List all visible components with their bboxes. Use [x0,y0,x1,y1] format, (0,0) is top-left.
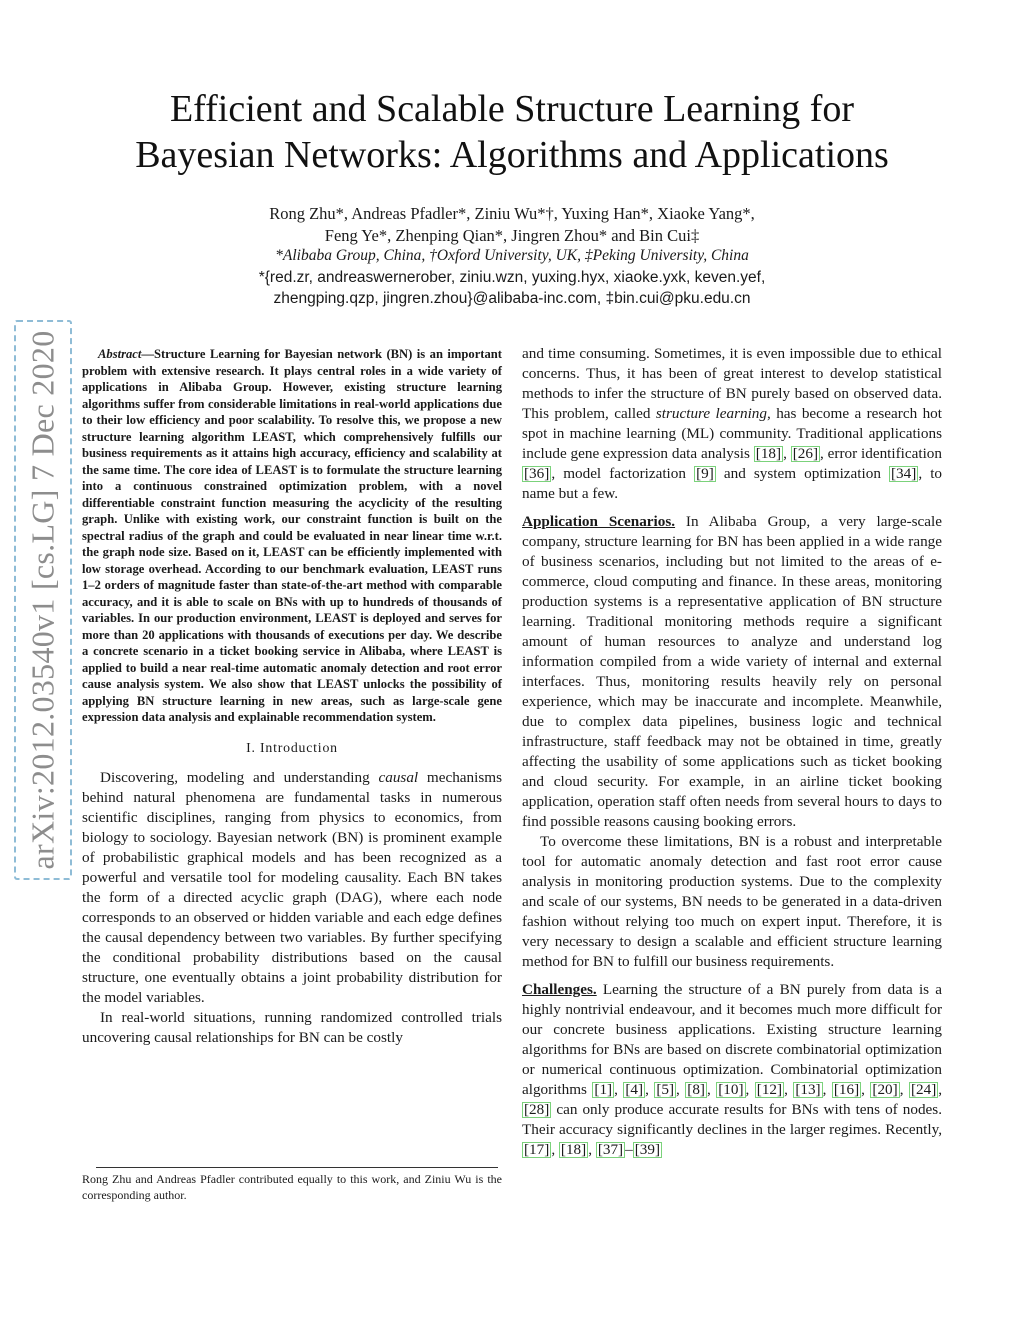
citation-link[interactable]: [4] [625,1081,644,1098]
right-p1-text-c: , error identification [820,445,942,462]
right-p4-text-b: can only produce accurate results for BNs with tens of nodes. Their accuracy significantly declines in the larger regimes. Recently, [522,1101,942,1138]
citation-separator: , [784,1081,794,1098]
runin-heading-challenges: Challenges. [522,981,597,998]
citation-link[interactable]: [34] [891,465,917,482]
citation-link[interactable]: [26] [792,445,819,462]
right-paragraph-4 [522,980,942,1160]
citation-separator: , [938,1081,943,1098]
right-paragraph-2 [522,512,942,832]
citation-link[interactable]: [39] [634,1141,661,1158]
right-p1-text-f: , to name but a few. [522,465,943,502]
citation-separator: , [551,1141,559,1158]
citation-separator: , [861,1081,871,1098]
intro-paragraph-1 [82,768,502,1008]
citation-link[interactable]: [24] [910,1081,937,1098]
abstract [82,346,502,726]
right-p4-text-a: Learning the structure of a BN purely from data is a highly nontrivial endeavour, and it becomes much more difficult for our concrete business applications. Existing structure learning algorithms for BNs are based on discrete combinatorial optimization or numerical continuous optimization. Combinatorial optimization algorithms [522,981,942,1098]
authors-line-1: Rong Zhu*, Andreas Pfadler*, Ziniu Wu*†, Yuxing Han*, Xiaoke Yang*, [269,204,755,223]
citation-link[interactable]: [9] [696,465,714,482]
citation-link[interactable]: [37] [597,1141,624,1158]
affiliations: *Alibaba Group, China, †Oxford University, UK, ‡Peking University, China [275,247,749,264]
paper-title-line-2: Bayesian Networks: Algorithms and Applications [135,134,889,176]
abstract-label: Abstract [98,347,142,361]
right-p1-text-a: and time consuming. Sometimes, it is even impossible due to ethical concerns. Thus, it has been of great interest to develop statistical methods to infer the structure of BN purely based on observed data. This problem, called [522,345,942,422]
emails-line-1: *{red.zr, andreaswernerober, ziniu.wzn, yuxing.hyx, xiaoke.yxk, keven.yef, [258,269,766,286]
citation-link[interactable]: [16] [833,1081,860,1098]
citation-link[interactable]: [12] [756,1081,783,1098]
right-paragraph-3: To overcome these limitations, BN is a robust and interpretable tool for automatic anomaly detection and fast root error cause analysis in monitoring production systems. Due to the complexity and scale of our systems, BN needs to be generated in a data-driven fashion without relying too much on expert input. Therefore, it is very necessary to design a scalable and efficient structure learning method for BN to fulfill our business requirements. [522,833,942,970]
right-p1-text-d: , model factorization [551,465,695,482]
authors-line-2: Feng Ye*, Zhenping Qian*, Jingren Zhou* and Bin Cui‡ [324,226,700,245]
right-p1-emphasis: structure learning [655,405,767,422]
citation-separator: , [676,1081,686,1098]
citation-separator: , [706,1081,717,1098]
right-column [522,344,942,1160]
citation-link[interactable]: [8] [687,1081,705,1098]
citation-separator: , [899,1081,909,1098]
intro-p1-text-a: Discovering, modeling and understanding [100,768,379,786]
citation-link[interactable]: [36] [524,465,550,482]
paper-title-line-1: Efficient and Scalable Structure Learning for [169,88,855,130]
citation-link[interactable]: [1] [594,1081,613,1098]
citation-range-dash: – [625,1141,633,1158]
abstract-text: —Structure Learning for Bayesian network (BN) is an important problem with extensive research. It plays central roles in a wide variety of applications in Alibaba Group. However, existing structure learning algorithms suffer from considerable limitations in real-world applications due to their low efficiency and poor scalability. To resolve this, we propose a new structure learning algorithm LEAST, which comprehensively fulfills our business requirements as it attains high accuracy, efficiency and scalability at the same time. The core idea of LEAST is to formulate the structure learning into a continuous constrained optimization problem, with a novel differentiable constraint function measuring the acyclicity of the resulting graph. Unlike with existing work, our constraint function is built on the spectral radius of the graph and could be evaluated in near linear time w.r.t. the graph node size. Based on it, LEAST can be efficiently implemented with low storage overhead. According to our benchmark evaluation, LEAST runs 1–2 orders of magnitude faster than state-of-the-art method with comparable accuracy, and it is able to scale on BNs with up to hundreds of thousands of variables. In our production environment, LEAST is deployed and serves for more than 20 applications with thousands of executions per day. We describe a concrete scenario in a ticket booking service in Alibaba, where LEAST is applied to build a near real-time automatic anomaly detection and root error cause analysis system. We also show that LEAST unlocks the possibility of applying BN structure learning in new areas, such as large-scale gene expression data analysis and explainable recommendation system. [82,347,502,724]
citation-link[interactable]: [20] [872,1081,898,1098]
citation-link[interactable]: [5] [656,1081,675,1098]
right-p1-text-e: and system optimization [715,465,889,482]
citation-separator: , [588,1141,596,1158]
citation-separator: , [783,445,791,462]
emails-line-2: zhengping.qzp, jingren.zhou}@alibaba-inc.com, ‡bin.cui@pku.edu.cn [273,290,751,307]
citation-link[interactable]: [13] [795,1081,821,1098]
right-p1-text-b: , has become a research hot spot in machine learning (ML) community. Traditional applications include gene expression data analysis [522,405,942,462]
intro-p1-emphasis: causal [378,768,419,786]
citation-link[interactable]: [10] [718,1081,744,1098]
citation-link[interactable]: [18] [560,1141,587,1158]
footnote-area [82,1172,502,1203]
intro-p1-text-b: mechanisms behind natural phenomena are fundamental tasks in numerous scientific disciplines, ranging from physics to economics, from biology to sociology. Bayesian network (BN) is prominent example of probabilistic graphical models and has been recognized as a powerful and versatile tool for modeling causality. Each BN takes the form of a directed acyclic graph (DAG), where each node corresponds to an observed or hidden variable and each edge defines the causal dependency between two variables. By further specifying the conditional probability distributions based on the causal structure, one eventually obtains a joint probability distribution for the model variables. [82,768,502,1006]
citation-separator: , [614,1081,624,1098]
arxiv-id[interactable]: arXiv:2012.03540v1 [cs.LG] 7 Dec 2020 [24,330,61,870]
right-p2-text: In Alibaba Group, a very large-scale company, structure learning for BN has been applied in a wide range of business scenarios, including but not limited to the areas of e-commerce, cloud computing and finance. In these areas, monitoring production systems is a representative application of BN structure learning. Traditional monitoring methods require a significant amount of human resources to analyze and understand log information compiled from a wide variety of internal and external interfaces. Thus, monitoring results heavily rely on personal experience, which may be inaccurate and incomplete. Meanwhile, due to complex data pipelines, business logic and technical infrastructure, staff feedback may not be obtained in time, greatly affecting the usability of some applications such as ticket booking and cloud security. For example, in an airline ticket booking application, operation staff often needs from several hours to days to find possible reasons causing booking errors. [522,513,942,830]
citation-separator: , [822,1081,832,1098]
arxiv-stamp [14,320,72,880]
runin-heading-application-scenarios: Application Scenarios. [522,513,676,530]
citation-link[interactable]: [18] [755,445,782,462]
citation-separator: , [645,1081,655,1098]
right-paragraph-1 [522,344,942,504]
footnote-rule [96,1167,498,1168]
citation-separator: , [745,1081,755,1098]
citation-link[interactable]: [17] [524,1141,550,1158]
footnote: Rong Zhu and Andreas Pfadler contributed equally to this work, and Ziniu Wu is the corresponding author. [82,1172,502,1202]
section-heading-introduction: I. Introduction [246,739,338,755]
intro-paragraph-2: In real-world situations, running randomized controlled trials uncovering causal relationships for BN can be costly [82,1008,502,1046]
left-column [82,346,502,1048]
citation-link[interactable]: [28] [524,1101,550,1118]
